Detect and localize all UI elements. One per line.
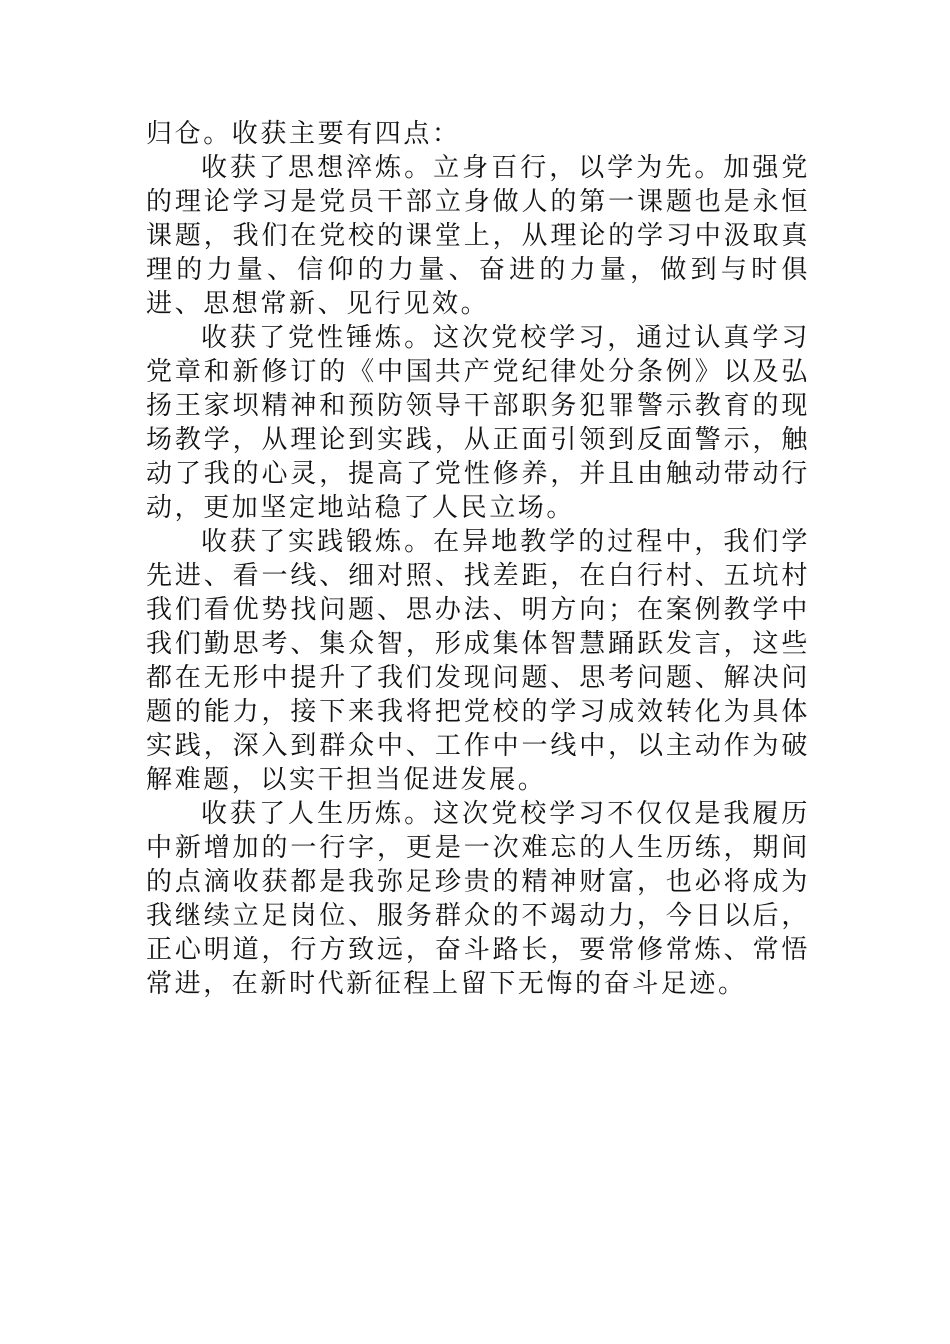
paragraph-practice: 收获了实践锻炼。在异地教学的过程中，我们学先进、看一线、细对照、找差距，在白行村、五坑村我们看优势找问题、思办法、明方向；在案例教学中我们勤思考、集众智，形成集体智慧踊跃发言，这些都在无形中提升了我们发现问题、思考问题、解决问题的能力，接下来我将把党校的学习成效转化为具体实践，深入到群众中、工作中一线中，以主动作为破解难题，以实干担当促进发展。 [146, 527, 810, 795]
document-body [146, 117, 810, 1001]
paragraph-thought-tempering: 收获了思想淬炼。立身百行，以学为先。加强党的理论学习是党员干部立身做人的第一课题也是永恒课题，我们在党校的课堂上，从理论的学习中汲取真理的力量、信仰的力量、奋进的力量，做到与时俱进、思想常新、见行见效。 [146, 153, 810, 319]
paragraph-life-experience: 收获了人生历炼。这次党校学习不仅仅是我履历中新增加的一行字，更是一次难忘的人生历练，期间的点滴收获都是我弥足珍贵的精神财富，也必将成为我继续立足岗位、服务群众的不竭动力，今日以后，正心明道，行方致远，奋斗路长，要常修常炼、常悟常进，在新时代新征程上留下无悔的奋斗足迹。 [146, 799, 810, 999]
paragraph-party-spirit: 收获了党性锤炼。这次党校学习，通过认真学习党章和新修订的《中国共产党纪律处分条例》以及弘扬王家坝精神和预防领导干部职务犯罪警示教育的现场教学，从理论到实践，从正面引领到反面警示，触动了我的心灵，提高了党性修养，并且由触动带动行动，更加坚定地站稳了人民立场。 [146, 323, 810, 523]
intro-paragraph: 归仓。收获主要有四点： [146, 119, 461, 149]
